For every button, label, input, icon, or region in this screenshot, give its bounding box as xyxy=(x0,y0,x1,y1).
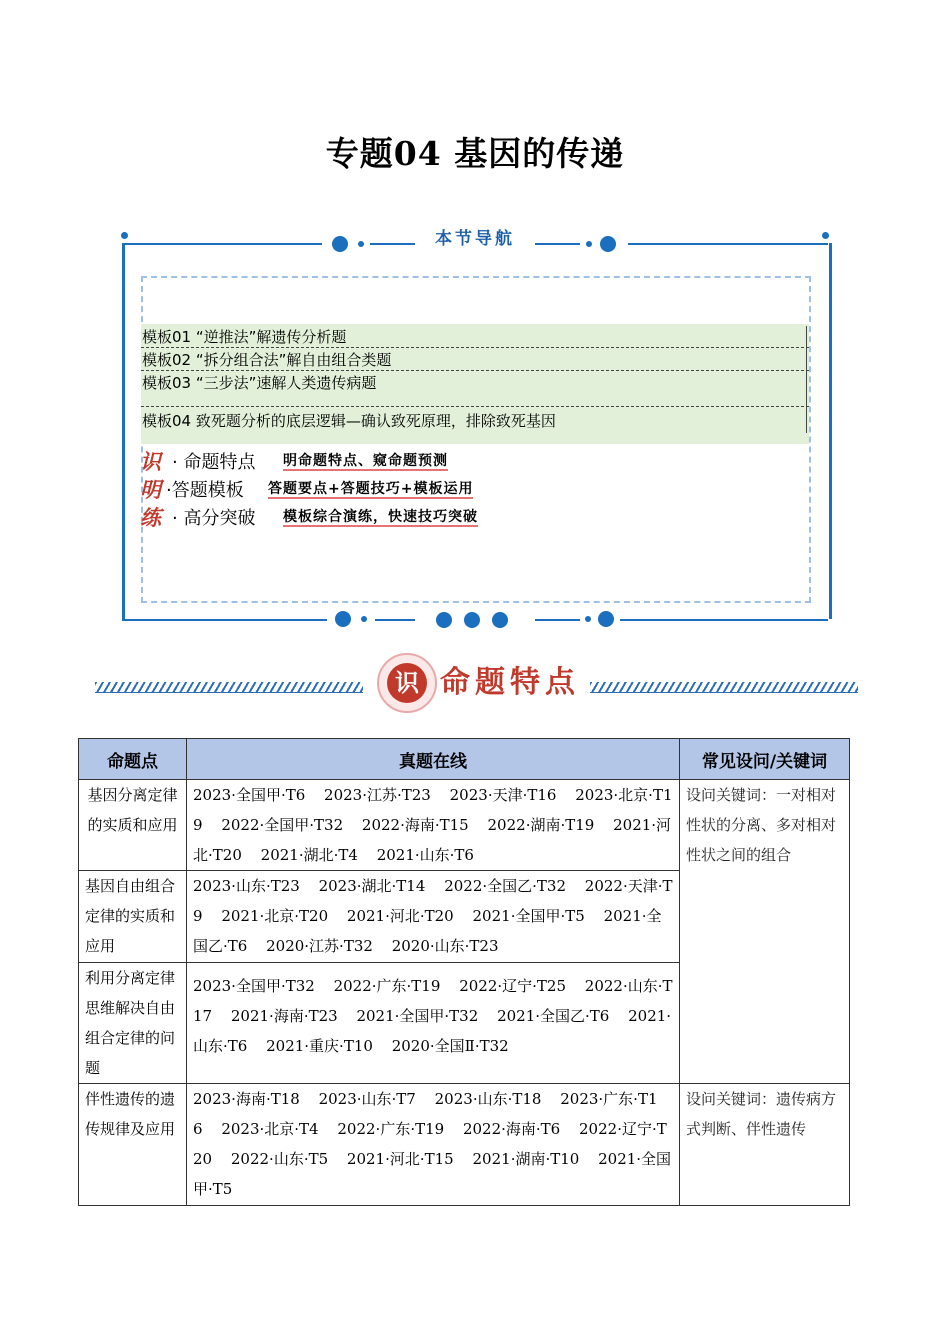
nav-bottom-line-left xyxy=(122,619,327,621)
template-divider xyxy=(141,370,809,371)
exam-item: 2022·湖南·T19 xyxy=(487,816,595,834)
exam-item: 2021·重庆·T10 xyxy=(266,1037,373,1055)
nav-bottom-line-right xyxy=(620,619,828,621)
template-divider xyxy=(141,406,809,407)
exam-item: 2021·全国甲·T5 xyxy=(472,907,585,925)
exam-item: 2022·天津·T9 xyxy=(193,877,673,925)
exam-item: 2020·全国Ⅱ·T32 xyxy=(391,1037,509,1055)
exam-item: 2023·山东·T23 xyxy=(193,877,300,895)
section-char: 明 xyxy=(140,478,161,502)
table-row xyxy=(79,780,850,871)
exam-item: 2023·广东·T16 xyxy=(193,1090,658,1138)
exam-item: 2021·山东·T6 xyxy=(376,846,474,864)
items-cell xyxy=(187,1084,680,1206)
keyword-cell: 设问关键词：一对相对性状的分离、多对相对性状之间的组合 xyxy=(680,780,850,1084)
exam-item: 2022·辽宁·T20 xyxy=(193,1120,667,1168)
exam-item: 2020·山东·T23 xyxy=(391,937,499,955)
dot-icon xyxy=(585,616,591,622)
section-char: 练 xyxy=(140,506,161,530)
exam-item: 2022·广东·T19 xyxy=(337,1120,445,1138)
exam-item: 2021·北京·T20 xyxy=(221,907,329,925)
exam-item: 2023·海南·T18 xyxy=(193,1090,300,1108)
exam-item: 2021·全国甲·T5 xyxy=(193,1150,672,1198)
exam-item: 2021·河北·T20 xyxy=(346,907,454,925)
exam-item: 2022·辽宁·T25 xyxy=(459,977,566,995)
exam-item: 2021·湖北·T4 xyxy=(260,846,358,864)
exam-item: 2021·海南·T23 xyxy=(230,1007,338,1025)
topic-cell: 伴性遗传的遗传规律及应用 xyxy=(79,1084,187,1206)
keyword-cell: 设问关键词：遗传病方式判断、伴性遗传 xyxy=(680,1084,850,1206)
exam-item: 2021·全国乙·T6 xyxy=(497,1007,610,1025)
exam-item: 2023·全国甲·T32 xyxy=(193,977,315,995)
column-header: 真题在线 xyxy=(187,739,680,780)
seal-char: 识 xyxy=(387,663,427,703)
exam-item: 2023·江苏·T23 xyxy=(324,786,431,804)
section-desc: 答题要点+答题技巧+模板运用 xyxy=(268,481,474,497)
template-item-1[interactable]: 模板01 “逆推法”解遗传分析题 xyxy=(142,328,347,346)
exam-item: 2022·山东·T17 xyxy=(193,977,673,1025)
items-cell xyxy=(187,780,680,871)
topic-cell: 基因自由组合定律的实质和应用 xyxy=(79,871,187,963)
banner-hatch-left xyxy=(95,682,363,693)
template-item-2[interactable]: 模板02 “拆分组合法”解自由组合类题 xyxy=(142,351,392,369)
template-divider xyxy=(141,347,809,348)
exam-item: 2020·江苏·T32 xyxy=(266,937,373,955)
exam-item: 2023·天津·T16 xyxy=(449,786,557,804)
exam-item: 2023·山东·T7 xyxy=(318,1090,416,1108)
items-cell xyxy=(187,871,680,963)
template-right-bar xyxy=(806,326,807,433)
exam-item: 2021·河北·T15 xyxy=(346,1150,454,1168)
exam-topic-table xyxy=(78,738,850,1206)
exam-item: 2022·山东·T5 xyxy=(230,1150,329,1168)
dot-icon xyxy=(598,611,614,627)
exam-item: 2021·山东·T6 xyxy=(193,1007,672,1055)
section-name: · 高分突破 xyxy=(172,508,256,529)
exam-item: 2023·北京·T4 xyxy=(221,1120,319,1138)
template-item-4[interactable]: 模板04 致死题分析的底层逻辑—确认致死原理，排除致死基因 xyxy=(142,412,556,430)
page-title: 专题04 基因的传递 xyxy=(325,134,625,173)
exam-item: 2021·全国甲·T32 xyxy=(356,1007,479,1025)
template-item-3[interactable]: 模板03 “三步法”速解人类遗传病题 xyxy=(142,374,377,392)
nav-bottom-line-mid-right xyxy=(535,619,580,621)
table-row xyxy=(79,1084,850,1206)
dot-icon xyxy=(492,612,508,628)
exam-item: 2023·全国甲·T6 xyxy=(193,786,306,804)
exam-item: 2023·北京·T19 xyxy=(193,786,673,834)
exam-item: 2022·广东·T19 xyxy=(333,977,441,995)
section-name: · 命题特点 xyxy=(172,452,256,473)
exam-item: 2022·全国乙·T32 xyxy=(444,877,566,895)
exam-item: 2021·全国乙·T6 xyxy=(193,907,662,955)
topic-cell: 利用分离定律思维解决自由组合定律的问题 xyxy=(79,963,187,1084)
seal-icon xyxy=(377,653,437,713)
column-header: 命题点 xyxy=(79,739,187,780)
dot-icon xyxy=(335,611,351,627)
exam-item: 2022·海南·T6 xyxy=(462,1120,561,1138)
items-cell xyxy=(187,963,680,1084)
exam-item: 2022·海南·T15 xyxy=(361,816,469,834)
topic-cell: 基因分离定律的实质和应用 xyxy=(79,780,187,871)
section-char: 识 xyxy=(140,450,161,474)
nav-bottom-line-mid-left xyxy=(375,619,415,621)
exam-item: 2022·全国甲·T32 xyxy=(221,816,344,834)
section-name: ·答题模板 xyxy=(166,480,244,501)
dot-icon xyxy=(361,616,367,622)
banner-title: 命题特点 xyxy=(440,665,580,700)
exam-item: 2023·湖北·T14 xyxy=(318,877,426,895)
exam-item: 2021·河北·T20 xyxy=(193,816,672,864)
table-header-row xyxy=(79,739,850,780)
dot-icon xyxy=(436,612,452,628)
nav-heading: 本节导航 xyxy=(435,229,515,249)
exam-item: 2021·湖南·T10 xyxy=(472,1150,580,1168)
exam-item: 2023·山东·T18 xyxy=(434,1090,542,1108)
section-desc: 模板综合演练，快速技巧突破 xyxy=(283,509,478,525)
banner-hatch-right xyxy=(590,682,858,693)
column-header: 常见设问/关键词 xyxy=(680,739,850,780)
section-desc: 明命题特点、窥命题预测 xyxy=(283,453,448,469)
dot-icon xyxy=(464,612,480,628)
